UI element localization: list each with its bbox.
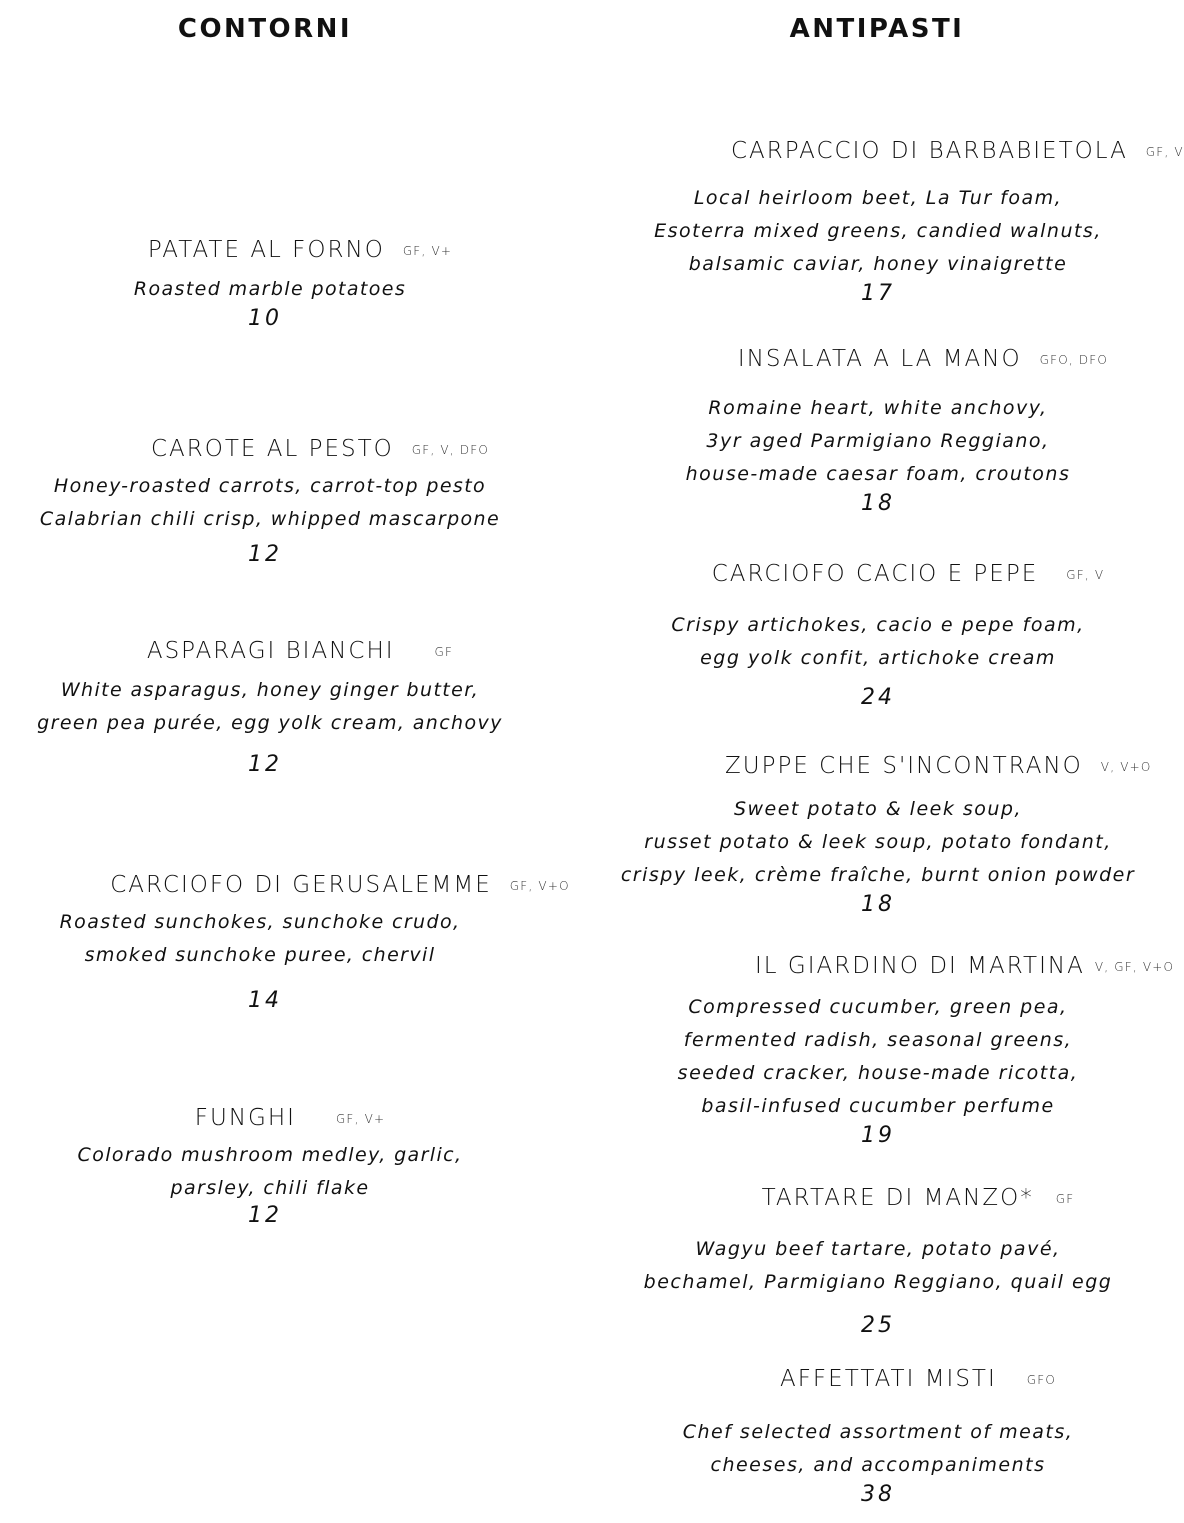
item-description-line: basil-infused cucumber perfume xyxy=(701,1094,1055,1117)
item-description-line: bechamel, Parmigiano Reggiano, quail egg xyxy=(643,1270,1113,1293)
item-name: CARPACCIO DI BARBABIETOLA xyxy=(731,138,1128,164)
item-description-line: green pea purée, egg yolk cream, anchovy xyxy=(37,711,503,734)
item-description-line: Colorado mushroom medley, garlic, xyxy=(77,1143,463,1166)
item-description xyxy=(615,793,1141,892)
item-description xyxy=(0,906,590,972)
item-price: 18 xyxy=(861,891,895,917)
menu-item-patate-al-forno xyxy=(0,236,540,334)
menu-item-funghi xyxy=(0,1104,540,1231)
item-price: 12 xyxy=(248,1202,282,1228)
dietary-tags: GF, V+ xyxy=(335,1111,386,1126)
menu-item-tartare-di-manzo xyxy=(615,1184,1141,1341)
item-description-line: Honey-roasted carrots, carrot-top pesto xyxy=(53,474,487,497)
dietary-tags: V, V+O xyxy=(1100,759,1152,774)
item-description xyxy=(615,182,1141,281)
antipasti-heading: ANTIPASTI xyxy=(789,14,965,44)
item-description-line: fermented radish, seasonal greens, xyxy=(683,1028,1073,1051)
item-description-line: Roasted marble potatoes xyxy=(133,277,407,300)
item-description-line: Wagyu beef tartare, potato pavé, xyxy=(695,1237,1061,1260)
item-price: 19 xyxy=(861,1122,895,1148)
item-price: 18 xyxy=(861,490,895,516)
contorni-heading: CONTORNI xyxy=(177,14,353,44)
menu-item-carciofo-di-gerusalemme xyxy=(0,871,590,1016)
item-description-line: White asparagus, honey ginger butter, xyxy=(60,678,480,701)
menu-item-carote-al-pesto xyxy=(0,435,540,570)
item-name: AFFETTATI MISTI xyxy=(779,1366,997,1392)
item-price: 12 xyxy=(248,751,282,777)
item-description-line: Local heirloom beet, La Tur foam, xyxy=(693,186,1063,209)
item-description-line: Chef selected assortment of meats, xyxy=(682,1420,1074,1443)
dietary-tags: GFO xyxy=(1026,1372,1057,1387)
item-description xyxy=(615,609,1141,675)
item-description-line: Esoterra mixed greens, candied walnuts, xyxy=(654,219,1102,242)
item-description-line: egg yolk confit, artichoke cream xyxy=(700,646,1056,669)
item-description xyxy=(615,1233,1141,1299)
item-description xyxy=(0,1139,540,1205)
item-description-line: Sweet potato & leek soup, xyxy=(733,797,1023,820)
item-description-line: 3yr aged Parmigiano Reggiano, xyxy=(706,429,1050,452)
item-name: IL GIARDINO DI MARTINA xyxy=(755,953,1085,979)
menu-item-carciofo-cacio-e-pepe xyxy=(615,560,1141,713)
menu-item-carpaccio-di-barbabietola xyxy=(615,137,1184,309)
item-price: 12 xyxy=(248,541,282,567)
item-description-line: house-made caesar foam, croutons xyxy=(685,462,1071,485)
dietary-tags: GF, V xyxy=(1145,144,1184,159)
item-description-line: Compressed cucumber, green pea, xyxy=(688,995,1068,1018)
item-name: ASPARAGI BIANCHI xyxy=(146,638,395,664)
item-description xyxy=(0,470,540,536)
item-description-line: parsley, chili flake xyxy=(170,1176,370,1199)
dietary-tags: GF xyxy=(1055,1191,1075,1206)
item-price: 25 xyxy=(861,1312,895,1338)
item-description-line: seeded cracker, house-made ricotta, xyxy=(677,1061,1079,1084)
item-name: FUNGHI xyxy=(194,1105,296,1131)
item-description-line: Crispy artichokes, cacio e pepe foam, xyxy=(671,613,1085,636)
item-name: PATATE AL FORNO xyxy=(147,237,385,263)
item-name: INSALATA A LA MANO xyxy=(737,346,1022,372)
menu-item-asparagi-bianchi xyxy=(0,637,540,780)
dietary-tags: GF, V+O xyxy=(509,878,570,893)
menu-item-insalata-a-la-mano xyxy=(615,345,1141,519)
item-description-line: cheeses, and accompaniments xyxy=(710,1453,1046,1476)
menu-item-il-giardino-di-martina xyxy=(615,952,1175,1151)
item-description xyxy=(615,991,1141,1123)
item-description xyxy=(615,392,1141,491)
dietary-tags: GF, V xyxy=(1066,567,1105,582)
dietary-tags: GF, V+ xyxy=(402,243,453,258)
item-price: 14 xyxy=(248,987,282,1013)
item-description-line: Roasted sunchokes, sunchoke crudo, xyxy=(59,910,461,933)
dietary-tags: GF xyxy=(434,644,454,659)
item-description-line: crispy leek, crème fraîche, burnt onion powder xyxy=(620,863,1136,886)
item-price: 38 xyxy=(861,1481,895,1507)
dietary-tags: GF, V, DFO xyxy=(411,442,490,457)
menu-item-affettati-misti xyxy=(615,1365,1141,1510)
item-name: ZUPPE CHE S'INCONTRANO xyxy=(725,753,1083,779)
item-name: CAROTE AL PESTO xyxy=(150,436,394,462)
item-description-line: balsamic caviar, honey vinaigrette xyxy=(688,252,1068,275)
item-price: 10 xyxy=(248,305,282,331)
dietary-tags: GFO, DFO xyxy=(1039,352,1109,367)
item-price: 24 xyxy=(861,684,895,710)
item-name: CARCIOFO CACIO E PEPE xyxy=(711,561,1039,587)
item-description-line: smoked sunchoke puree, chervil xyxy=(84,943,436,966)
item-description-line: Romaine heart, white anchovy, xyxy=(708,396,1048,419)
menu-item-zuppe-che-sincontrano xyxy=(615,752,1152,920)
item-description xyxy=(0,674,540,740)
item-name: CARCIOFO DI GERUSALEMME xyxy=(110,872,492,898)
dietary-tags: V, GF, V+O xyxy=(1094,959,1175,974)
item-description-line: russet potato & leek soup, potato fondant, xyxy=(644,830,1112,853)
item-price: 17 xyxy=(861,280,895,306)
item-description-line: Calabrian chili crisp, whipped mascarpone xyxy=(39,507,501,530)
item-description xyxy=(615,1416,1141,1482)
item-name: TARTARE DI MANZO* xyxy=(761,1185,1034,1211)
